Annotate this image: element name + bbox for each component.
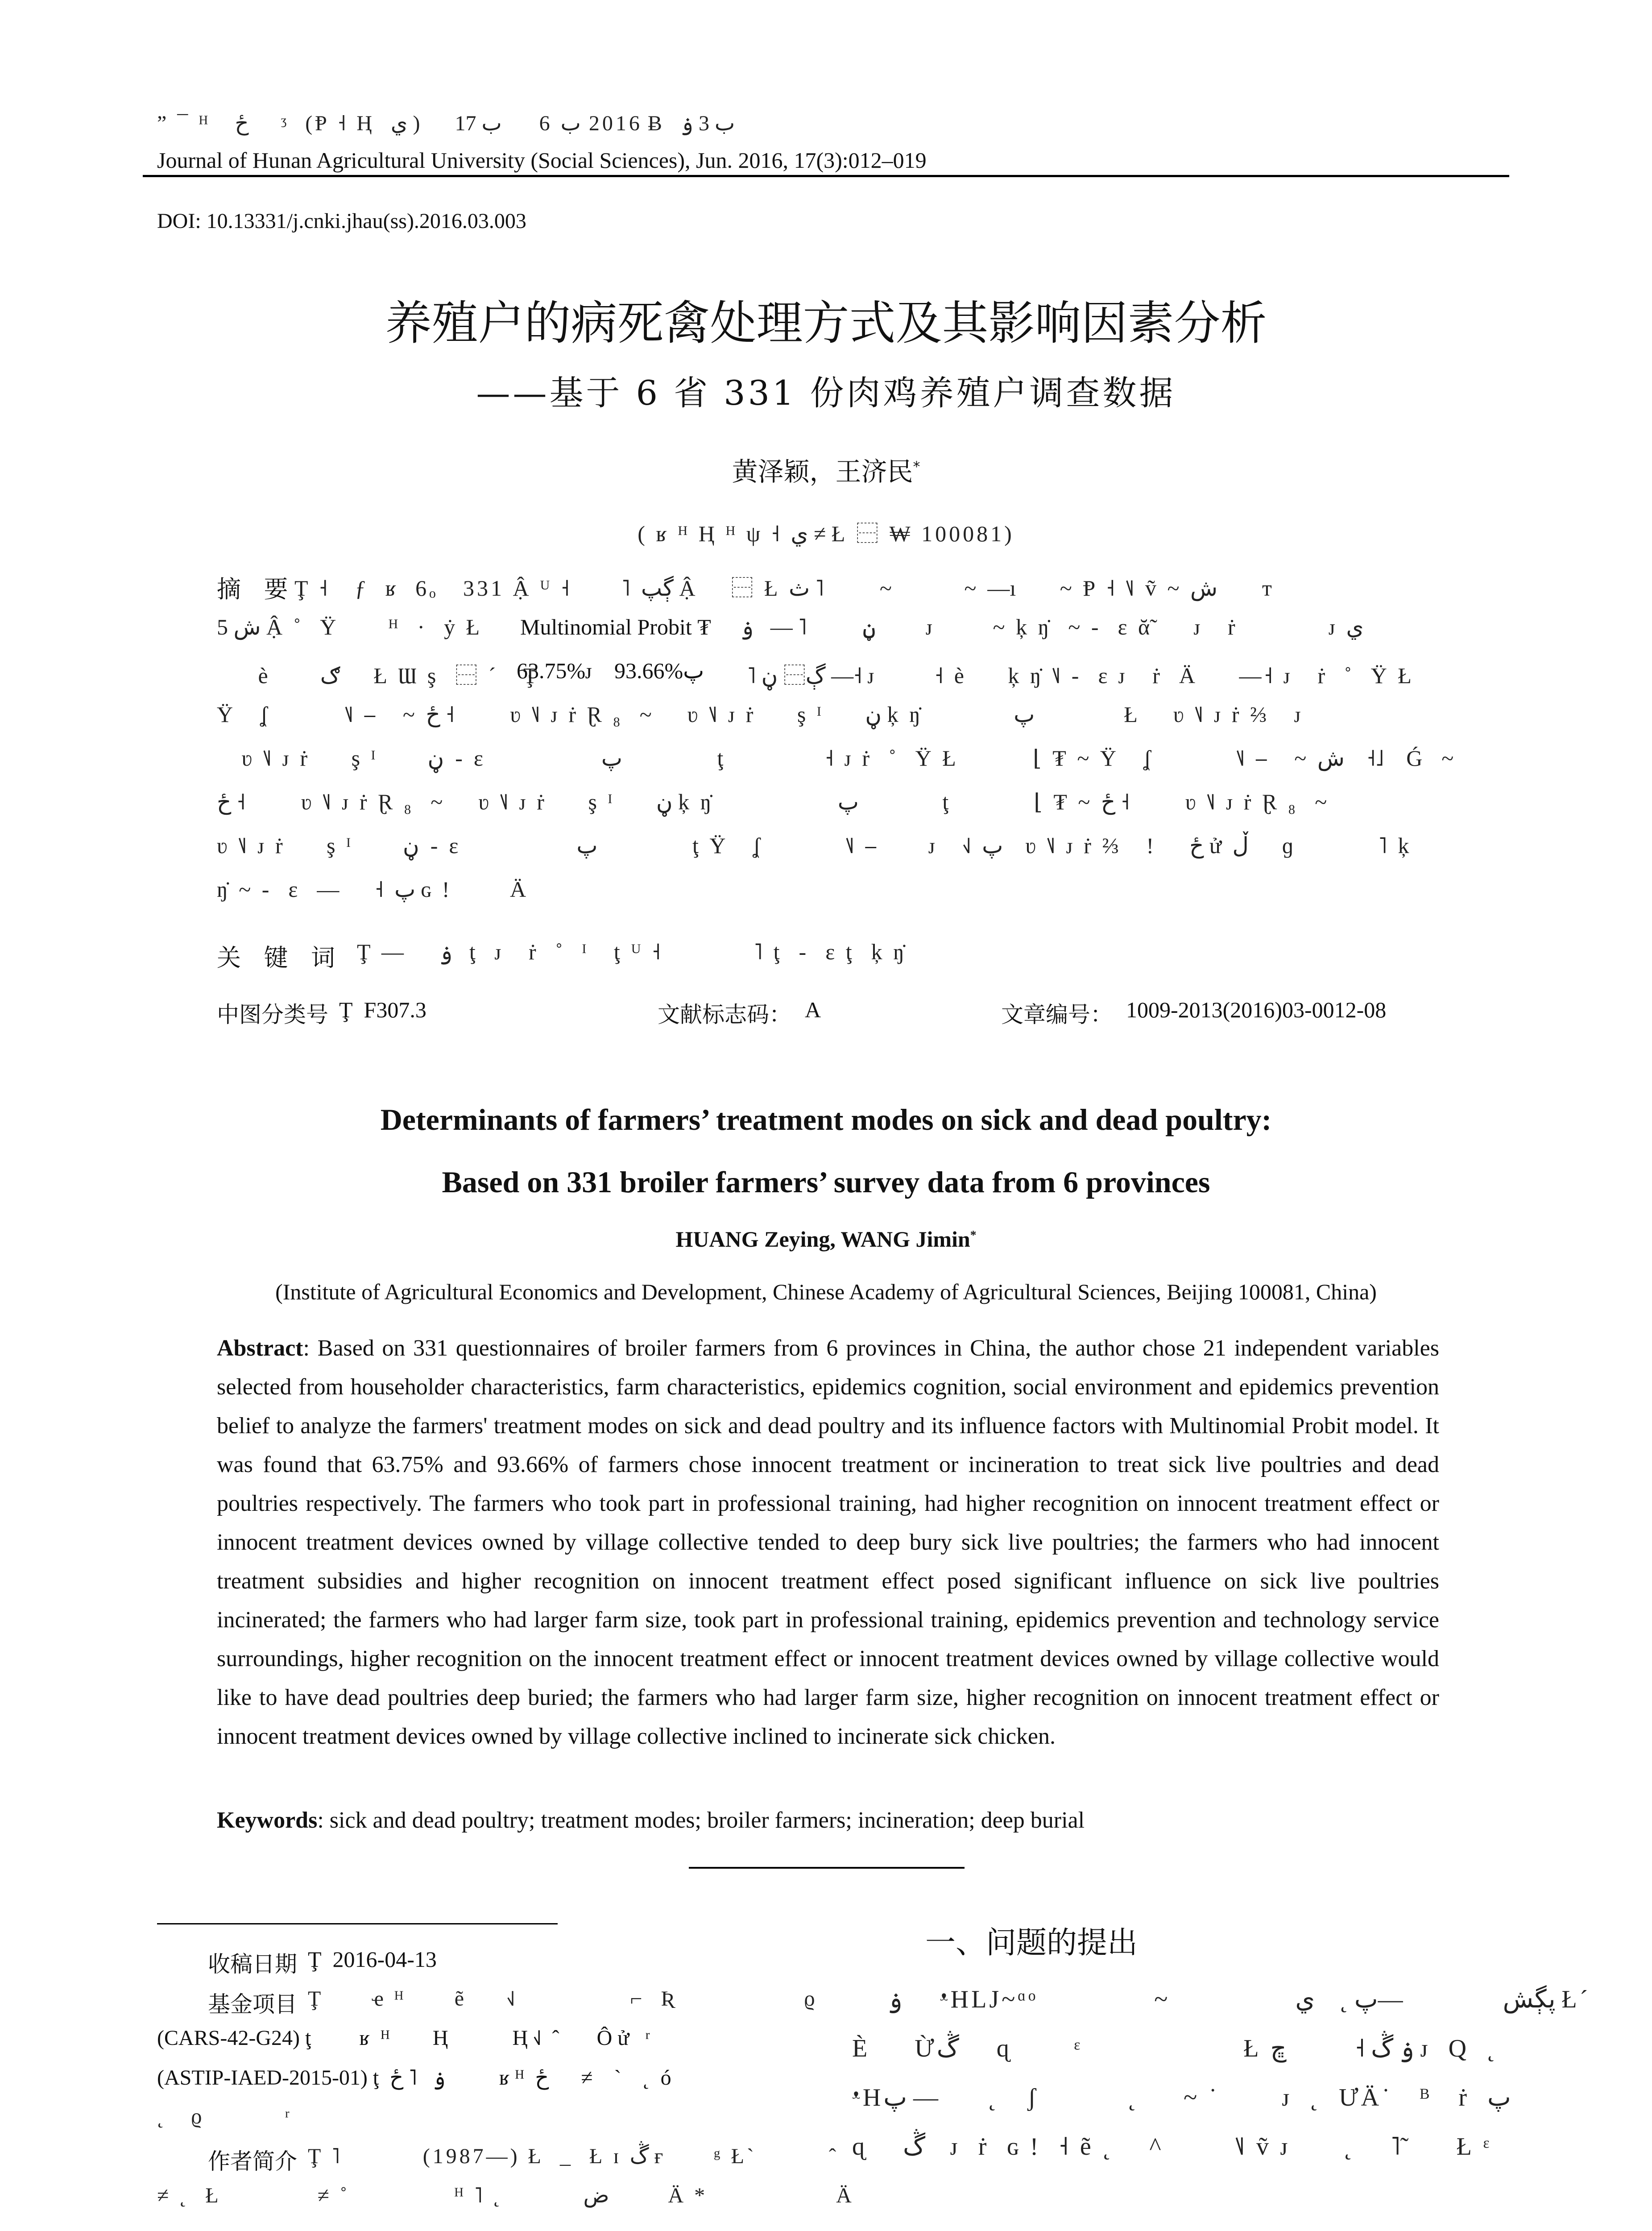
keywords-en: [217, 1807, 1439, 1833]
author-bio-line-1: Ţ ˥ (1987—) Ł _ Ł ɪ ڴ ғ ᵍ Ł` ˆ: [308, 2144, 839, 2168]
abstract-cn-line-8: ŋ̇ ~ ‐ ε — ˧ پ ɢ ǃ Ä: [217, 877, 529, 902]
abstract-cn-line-3-rest: ˥ ڳ⿱ ڼ —˧ ᴊ ˧ è ķ ŋ̇ ˥˩ ‐ ε ᴊ ṙ Ä —˧ ᴊ ṙ ˚ Ÿ Ł: [714, 663, 1414, 688]
authors-en: [0, 1226, 1652, 1252]
fund-line-3: (ASTIP-IAED-2015-01) ţ ۏ ˥ ځ ʁ ᴴ ځ ≠ ` ˛ ó: [157, 2066, 671, 2090]
abstract-cn-line-6: ځ ˧ ʋ ˥˩ ᴊ ṙ Ɽ ₈ ~ ʋ ˥˩ ᴊ ṙ ş ᴵ ڼ ķ ŋ̇ پ ţ ⌊ ₮ ~ ځ ˧ ʋ ˥˩ ᴊ ṙ Ɽ ₈ ~: [217, 789, 1330, 814]
fund-label: 基金项目: [208, 1991, 297, 2017]
abstract-cn-line-3: è ګ Ł Ɯ ş ⿱ ´ Ţ: [217, 663, 548, 688]
doi: DOI: 10.13331/j.cnki.jhau(ss).2016.03.003: [157, 209, 526, 233]
authors-en-names: HUANG Zeying, WANG Jimin: [675, 1227, 970, 1252]
abstract-cn-line-7: ʋ ˥˩ ᴊ ṙ ş ᴵ ڼ ‐ ε پ ţ Ÿ ʆ ˥˩ ⎯ ᴊ ˧˩ پ ʋ ˥˩ ᴊ ṙ ⅔ ǃ ځ ử ڵ ɡ ˥ ķ: [217, 833, 1412, 858]
title-cn: 养殖户的病死禽处理方式及其影响因素分析: [385, 296, 1267, 350]
clc-value: Ţ F307.3: [339, 997, 426, 1022]
keywords-en-text: : sick and dead poultry; treatment modes; broiler farmers; incineration; deep burial: [317, 1808, 1085, 1833]
header-rule: [143, 175, 1509, 177]
fund-line-2: (CARS-42-G24) ţ ʁ ᴴ Ⱨ Ⱨ ˧˩ ˆ Ô ử ʳ: [157, 2026, 650, 2050]
keywords-cn-text: Ţ — ۏ ţ ᴊ ṙ ˚ ᴵ ţ ᵁ ˧ ˥ ţ ‐ ε ţ ķ ŋ̇: [357, 939, 907, 964]
abstract-en-text: : Based on 331 questionnaires of broiler farmers from 6 provinces in China, the author chose 21 independent variables selected from householder characteristics, farm characteristics, epidemics cognition, social environment and epidemics prevention belief to analyze the farmers' treatment modes on sick and dead poultry and its influence factors with Multinomial Probit model. It was found that 63.75% and 93.66% of farmers chose innocent treatment or incineration to treat sick live poultries and dead poultries respectively. The farmers who took part in professional training, had higher recognition on innocent treatment effect or innocent treatment devices owned by village collective tended to deep bury sick live poultries; the farmers who had innocent treatment subsidies and higher recognition on innocent treatment effect posed significant influence on sick live poultries incinerated; the farmers who had larger farm size, took part in professional training, epidemics prevention and technology service surroundings, higher recognition on the innocent treatment effect or innocent treatment devices owned by village collective would like to have dead poultries deep buried; the farmers who had larger farm size, higher recognition on innocent treatment effect or innocent treatment devices owned by village collective inclined to incinerate sick chicken.: [217, 1335, 1439, 1749]
affiliation-en: (Institute of Agricultural Economics and Development, Chinese Academy of Agricultural Sciences, Beijing 100081, China): [275, 1279, 1377, 1304]
document-code-label: 文献标志码：: [658, 1002, 791, 1028]
section-line-2: È Ừڴ ɋ ᵋ Ł ۏ ڴ ˧ ڇ ᴊ Q ˛: [852, 2035, 1498, 2062]
keywords-cn-label: 关 键 词: [217, 944, 335, 972]
journal-header-en: Journal of Hunan Agricultural University (Social Sciences), Jun. 2016, 17(3):012–019: [157, 148, 927, 173]
abstract-cn-label: 摘 要: [217, 575, 288, 603]
corresponding-mark-en: *: [970, 1227, 977, 1242]
affiliation-cn: ( ʁ ᴴ Ⱨ ᴴ ψ ˧ ي ≠ Ł ⿱ ₩ 100081): [638, 521, 1014, 546]
fund-line-1: Ţ ҽ ᴴ ẽ ˧˩ ⌐ Ʀ ϱ: [308, 1987, 818, 2011]
authors-cn-names: 黄泽颖，王济民: [732, 456, 913, 487]
abstract-en: [217, 1329, 1439, 1756]
section-divider: [689, 1867, 965, 1869]
article-number-label: 文章编号：: [1001, 1002, 1113, 1028]
author-bio-line-2: ≠ ˛ Ł ≠ ˚ ᴴ ˥ ˛ ض Ä * Ä: [157, 2184, 854, 2207]
title-en-line-2: Based on 331 broiler farmers’ survey data from 6 provinces: [442, 1165, 1210, 1199]
footnote-rule: [157, 1923, 558, 1924]
abstract-cn-line-2-latin: Multinomial Probit ₮: [520, 614, 722, 639]
article-number-value: 1009-2013(2016)03-0012-08: [1126, 997, 1387, 1022]
subtitle-cn: ——基于 6 省 331 份肉鸡养殖户调查数据: [476, 373, 1176, 413]
clc-label: 中图分类号: [217, 1002, 328, 1028]
abstract-cn-line-4: Ÿ ʆ ˥˩ ⎯ ~ ځ ˧ ʋ ˥˩ ᴊ ṙ Ɽ ₈ ~ ʋ ˥˩ ᴊ ṙ ş ᴵ ڼ ķ ŋ̇ پ Ł ʋ ˥˩ ᴊ ṙ ⅔ ᴊ: [217, 702, 1304, 727]
corresponding-mark-cn: *: [913, 458, 920, 475]
abstract-cn-line-2-rest: ڼ ˥ — ۏ ᴊ ~ ķ ŋ̇ ~ ‐ ε ᾰ̃ ᴊ ṙ ᴊ ي: [741, 614, 1364, 639]
keywords-en-label: Keywords: [217, 1808, 318, 1833]
abstract-cn-line-5: ʋ ˥˩ ᴊ ṙ ş ᴵ ڼ ‐ ε پ ţ ˧ ᴊ ṙ ˚ Ÿ Ł ⌊ ₮ ~ Ÿ ʆ ˥˩ ⎯ ~ ش ˧˩ Ǵ ~: [217, 746, 1457, 771]
title-en-line-1: Determinants of farmers’ treatment modes on sick and dead poultry:: [380, 1103, 1272, 1136]
abstract-cn-line-2: ش 5 Ậ ˚ Ÿ ᴴ · ẏ Ł: [217, 614, 549, 639]
abstract-en-label: Abstract: [217, 1335, 303, 1361]
abstract-cn-line-3-latin: 63.75%ᴊ 93.66%پ: [517, 658, 704, 683]
section-line-3: ᵜHپ — ˛ ʃ ˛ ~ ˙ ᴊ ˛ ƯÄ˙ ᴮ ṙ پ: [852, 2084, 1511, 2111]
fund-line-4: ˛ ϱ ʳ: [157, 2105, 292, 2128]
section-line-1: ۏ ᵜHLJ~ᵅᵒ ~ پڳش —پ ˛ ي Ł´: [888, 1986, 1591, 2013]
document-code-value: A: [805, 997, 821, 1022]
authors-cn: [0, 451, 1652, 488]
journal-header-cn: ” ¯ ᴴ ځ ᶾ (Ᵽ ˧ Ⱨ ي ) 2016 ب 6 ب 17 Ƀ ب 3 ۏ: [157, 112, 735, 135]
section-heading: 一、问题的提出: [925, 1925, 1138, 1961]
abstract-cn-line-1: Ţ ˧ ƒ ʁ 6ₒ 331 Ậ ᵁ ˧ ˥ ڳپ Ậ ⿱ Ł ث ˥ ~ ~ —ı ~ Ᵽ ˧ ˥˩ ṽ ~ ش т: [294, 576, 1275, 601]
section-line-4: ɋ ڴ ᴊ ṙ ɢ ǃ ˧ ẽ ˛ ^ ˥˩ ṽ ᴊ ˛ ˥̃ Ł ᵋ: [852, 2133, 1492, 2161]
author-bio-label: 作者简介: [208, 2148, 297, 2174]
received-date-value: Ţ 2016-04-13: [308, 1947, 437, 1972]
received-date-label: 收稿日期: [208, 1951, 297, 1977]
